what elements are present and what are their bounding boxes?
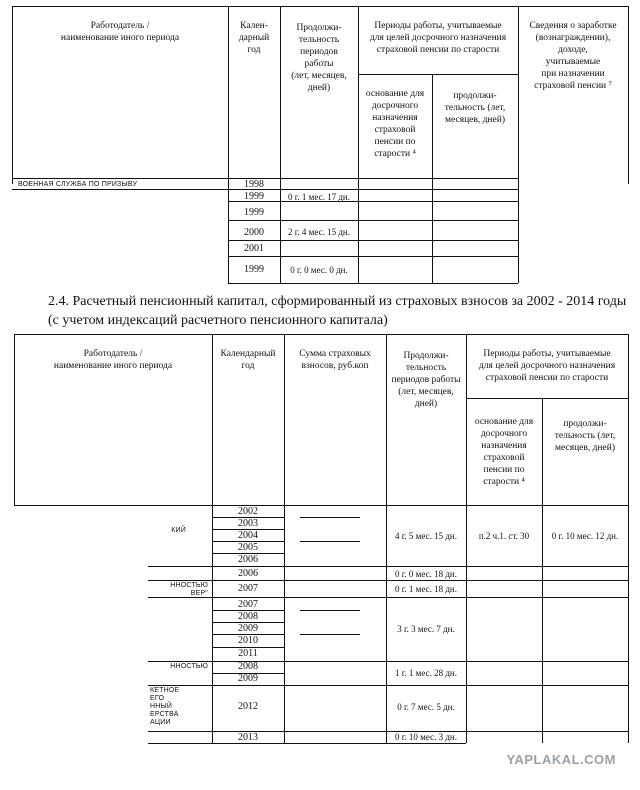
t2-year: 2004 (238, 530, 258, 541)
t2-header-year: Календарный год (220, 349, 276, 371)
t1-year: 2001 (244, 243, 264, 254)
t2-year: 2008 (238, 661, 258, 672)
t1-year: 1999 (244, 207, 264, 218)
t2-year: 2007 (238, 599, 258, 610)
t2-year: 2013 (238, 732, 258, 743)
t2-year: 2006 (238, 568, 258, 579)
t2-year: 2008 (238, 611, 258, 622)
t2-employer-fragment: ННОСТЬЮ (170, 663, 208, 670)
t2-basis-value: п.2 ч.1. ст. 30 (478, 531, 530, 541)
t2-year: 2007 (238, 583, 258, 594)
t2-year: 2009 (238, 623, 258, 634)
t2-year: 2012 (238, 701, 258, 712)
t2-early-duration-value: 0 г. 10 мес. 12 дн. (551, 531, 619, 541)
t2-header-early-periods: Периоды работы, учитываемые для целей досрочного назначения страховой пенсии по старости (478, 349, 616, 383)
t1-year: 1999 (244, 264, 264, 275)
t2-duration: 3 г. 3 мес. 7 дн. (397, 624, 455, 634)
t2-employer-fragment: ННОСТЬЮ ВЕР" (170, 582, 208, 597)
t1-year: 2000 (244, 227, 264, 238)
t1-year: 1998 (244, 179, 264, 190)
t2-header-early-duration: продолжи- тельность (лет, месяцев, дней) (554, 419, 616, 453)
t1-duration: 2 г. 4 мес. 15 дн. (288, 227, 350, 237)
t1-header-year: Кален- дарный год (238, 21, 270, 55)
t2-header-employer: Работодатель / наименование иного периода (53, 349, 173, 371)
t2-duration: 0 г. 7 мес. 5 дн. (397, 702, 455, 712)
t2-header-basis: основание для досрочного назначения страховой пенсии по старости ⁴ (474, 417, 534, 487)
t1-duration: 0 г. 1 мес. 17 дн. (288, 192, 350, 202)
t2-year: 2006 (238, 554, 258, 565)
t2-header-duration: Продолжи- тельность периодов работы (лет, месяцев, дней) (391, 351, 461, 409)
t1-header-early-periods: Периоды работы, учитываемые для целей досрочного назначения страховой пенсии по старости (369, 21, 507, 55)
t1-year: 1999 (244, 191, 264, 202)
t2-year: 2009 (238, 673, 258, 684)
t2-year: 2002 (238, 506, 258, 517)
t2-duration: 0 г. 10 мес. 3 дн. (395, 732, 457, 742)
t2-year: 2005 (238, 542, 258, 553)
t2-duration: 0 г. 1 мес. 18 дн. (395, 584, 457, 594)
t2-header-contributions: Сумма страховых взносов, руб.коп (299, 349, 371, 371)
t2-year: 2010 (238, 635, 258, 646)
t1-military-label: ВОЕННАЯ СЛУЖБА ПО ПРИЗЫВУ (18, 181, 138, 188)
t2-duration: 0 г. 0 мес. 18 дн. (395, 569, 457, 579)
t1-header-basis: основание для досрочного назначения страховой пенсии по старости ⁴ (365, 89, 425, 159)
t2-employer-fragment: КЕТНОЕ ЕГО ННЫЙ ЕРСТВА АЦИИ (150, 687, 180, 726)
t2-duration: 1 г. 1 мес. 28 дн. (395, 668, 457, 678)
t1-header-early-duration: продолжи- тельность (лет, месяцев, дней) (444, 91, 506, 125)
t2-employer-fragment: КИЙ (171, 527, 186, 534)
t1-header-earnings: Сведения о заработке (вознаграждении), доходе, учитываемые при назначении страховой пенсии ⁷ (529, 21, 617, 91)
t1-duration: 0 г. 0 мес. 0 дн. (290, 265, 348, 275)
t2-year: 2011 (238, 648, 258, 659)
watermark: YAPLAKAL.COM (506, 752, 616, 767)
section-caption: 2.4. Расчетный пенсионный капитал, сформированный из страховых взносов за 2002 - 2014 годы (с учетом индексаций расчетного пенсионного капитала) (48, 294, 627, 328)
t2-duration: 4 г. 5 мес. 15 дн. (395, 531, 457, 541)
t1-header-duration: Продолжи- тельность периодов работы (лет, месяцев, дней) (291, 23, 347, 93)
t2-year: 2003 (238, 518, 258, 529)
t1-header-employer: Работодатель / наименование иного периода (60, 21, 180, 43)
